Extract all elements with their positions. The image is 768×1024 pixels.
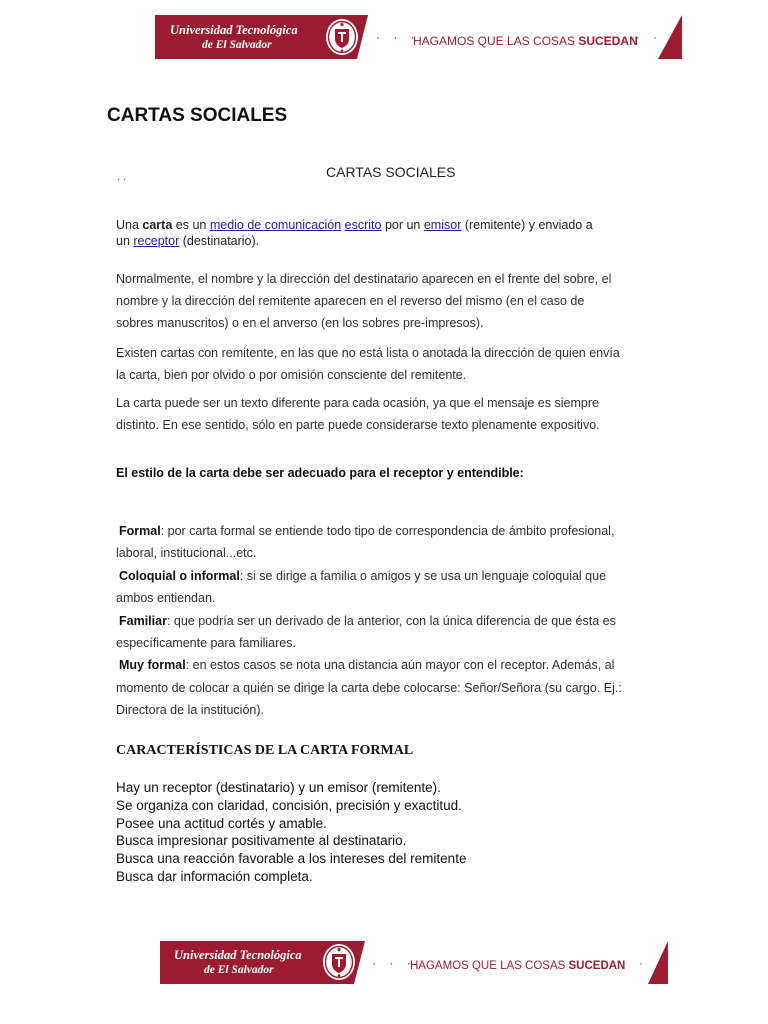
- paragraph-sobre: [116, 268, 611, 334]
- style-heading: El estilo de la carta debe ser adecuado para el receptor y entendible:: [116, 466, 524, 480]
- style-term: Coloquial o informal: [119, 568, 240, 583]
- paragraph-line: Existen cartas con remitente, en las que no está lista o anotada la dirección de quien envía: [116, 346, 620, 360]
- paragraph-texto: [116, 392, 600, 436]
- section-title: CARTAS SOCIALES: [326, 164, 456, 180]
- university-name: Universidad Tecnológica: [174, 948, 302, 962]
- banner-triangle: [648, 941, 668, 984]
- paragraph-line: [116, 233, 593, 249]
- university-location: de El Salvador: [204, 964, 274, 976]
- list-item-muy-formal: [119, 654, 622, 676]
- style-description: : en estos casos se nota una distancia aún mayor con el receptor. Además, al: [185, 658, 615, 673]
- banner-slogan: [413, 34, 638, 48]
- list-item-line: Directora de la institución).: [116, 703, 264, 718]
- university-name: Universidad Tecnológica: [170, 23, 298, 37]
- paragraph-line: la carta, bien por olvido o por omisión consciente del remitente.: [116, 368, 467, 382]
- styles-list: [116, 520, 622, 722]
- banner-dots-right: · ·: [621, 956, 648, 970]
- list-item-coloquial: [119, 565, 622, 587]
- features-heading: CARACTERÍSTICAS DE LA CARTA FORMAL: [116, 743, 414, 758]
- slogan-emphasis: SUCEDAN: [578, 34, 638, 48]
- paragraph-line: Normalmente, el nombre y la dirección del destinatario aparecen en el frente del sobre, el: [116, 272, 612, 286]
- header-banner: [155, 15, 682, 59]
- list-item: Busca una reacción favorable a los intereses del remitente: [116, 851, 467, 867]
- paragraph-line: La carta puede ser un texto diferente para cada ocasión, ya que el mensaje es siempre: [116, 396, 599, 410]
- page-title: CARTAS SOCIALES: [107, 105, 288, 126]
- intro-text: es un: [172, 218, 210, 232]
- style-description: : por carta formal se entiende todo tipo de correspondencia de ámbito profesional,: [160, 524, 615, 538]
- university-seal-icon: [322, 943, 356, 981]
- slogan-main: HAGAMOS QUE LAS COSAS: [413, 34, 576, 48]
- paragraph-remitente: [116, 342, 620, 386]
- intro-text: un: [116, 234, 134, 248]
- style-term: Formal: [119, 524, 161, 538]
- list-item: Busca dar información completa.: [116, 868, 313, 884]
- intro-paragraph: [116, 217, 593, 249]
- intro-term-carta: carta: [142, 218, 173, 232]
- paragraph-line: nombre y la dirección del remitente aparecen en el reverso del mismo (en el caso de: [116, 294, 585, 308]
- footer-banner: [160, 941, 668, 984]
- features-list: [116, 779, 466, 886]
- style-description: : si se dirige a familia o amigos y se usa un lenguaje coloquial que: [239, 568, 607, 583]
- list-item: Posee una actitud cortés y amable.: [116, 815, 327, 831]
- slogan-emphasis: SUCEDAN: [568, 960, 626, 972]
- banner-dots-right: · ·: [635, 30, 662, 44]
- banner-dots-left: · · ·: [372, 956, 416, 970]
- university-seal-icon: [325, 18, 359, 56]
- list-item: Hay un receptor (destinatario) y un emisor (remitente).: [116, 780, 441, 795]
- intro-text: Una: [116, 218, 143, 232]
- banner-dots-left: · · ·: [376, 30, 420, 44]
- style-term: Familiar: [119, 613, 167, 628]
- paragraph-line: [116, 217, 593, 233]
- intro-text: (destinatario).: [179, 234, 260, 248]
- banner-slogan: [410, 959, 625, 973]
- link-emisor[interactable]: emisor: [423, 218, 462, 232]
- style-description: : que podría ser un derivado de la anterior, con la única diferencia de que ésta es: [166, 613, 616, 628]
- link-medio-de-comunicacion[interactable]: medio de comunicación: [209, 218, 342, 232]
- section-marker: . .: [117, 171, 127, 183]
- intro-text: por un: [381, 218, 424, 232]
- intro-text: (remitente) y enviado a: [461, 218, 593, 232]
- link-escrito[interactable]: escrito: [344, 218, 382, 232]
- slogan-main: HAGAMOS QUE LAS COSAS: [410, 960, 566, 972]
- university-location: de El Salvador: [202, 39, 272, 51]
- paragraph-line: distinto. En ese sentido, sólo en parte puede considerarse texto plenamente expositivo.: [116, 418, 600, 432]
- style-term: Muy formal: [119, 658, 186, 673]
- list-item-line: específicamente para familiares.: [116, 636, 296, 651]
- list-item-line: momento de colocar a quién se dirige la carta debe colocarse: Señor/Señora (su cargo. Ej.:: [116, 680, 622, 695]
- list-item-line: laboral, institucional...etc.: [116, 546, 257, 561]
- list-item: Se organiza con claridad, concisión, precisión y exactitud.: [116, 797, 462, 813]
- list-item-line: ambos entiendan.: [116, 591, 216, 606]
- list-item-formal: [119, 520, 622, 542]
- list-item: Busca impresionar positivamente al destinatario.: [116, 833, 407, 849]
- paragraph-line: sobres manuscritos) o en el anverso (en los sobres pre-impresos).: [116, 316, 484, 330]
- link-receptor[interactable]: receptor: [133, 234, 180, 248]
- list-item-familiar: [119, 610, 622, 632]
